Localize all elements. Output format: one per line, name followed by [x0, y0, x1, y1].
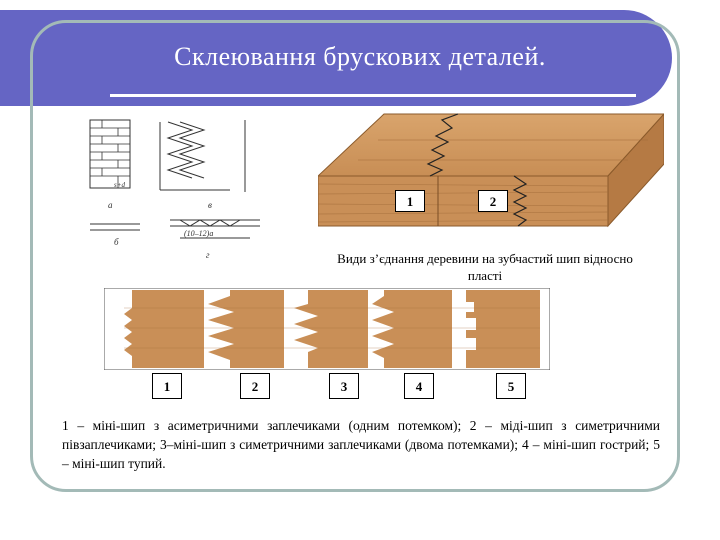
description-text: 1 – міні-шип з асиметричними заплечиками (одним потемком); 2 – міді-шип з симетричними півзаплечиками; 3–міні-шип з симетричними заплечиками (двома потемками); 4 – міні-шип гострий; 5 – міні-шип тупий.: [62, 418, 660, 471]
dim-10-12a: (10–12)а: [184, 229, 214, 238]
block-label-2: 2: [478, 190, 508, 212]
figure-caption: Види з’єднання деревини на зубчастий шип відносно пласті: [337, 251, 633, 283]
joint-number-1: 1: [152, 373, 182, 399]
label-g: г: [206, 250, 210, 260]
block-label-1: 1: [395, 190, 425, 212]
joint-panels: [104, 288, 550, 370]
label-a: а: [108, 200, 113, 210]
label-v: в: [208, 200, 212, 210]
joint-number-3: 3: [329, 373, 359, 399]
label-b: б: [114, 237, 119, 247]
joint-number-2: 2: [240, 373, 270, 399]
technical-sketch: [80, 112, 280, 262]
joint-number-5: 5: [496, 373, 526, 399]
slide-title: Склеювання брускових деталей.: [174, 42, 546, 71]
joint-number-4: 4: [404, 373, 434, 399]
dim-s-d: s+d: [114, 181, 125, 189]
